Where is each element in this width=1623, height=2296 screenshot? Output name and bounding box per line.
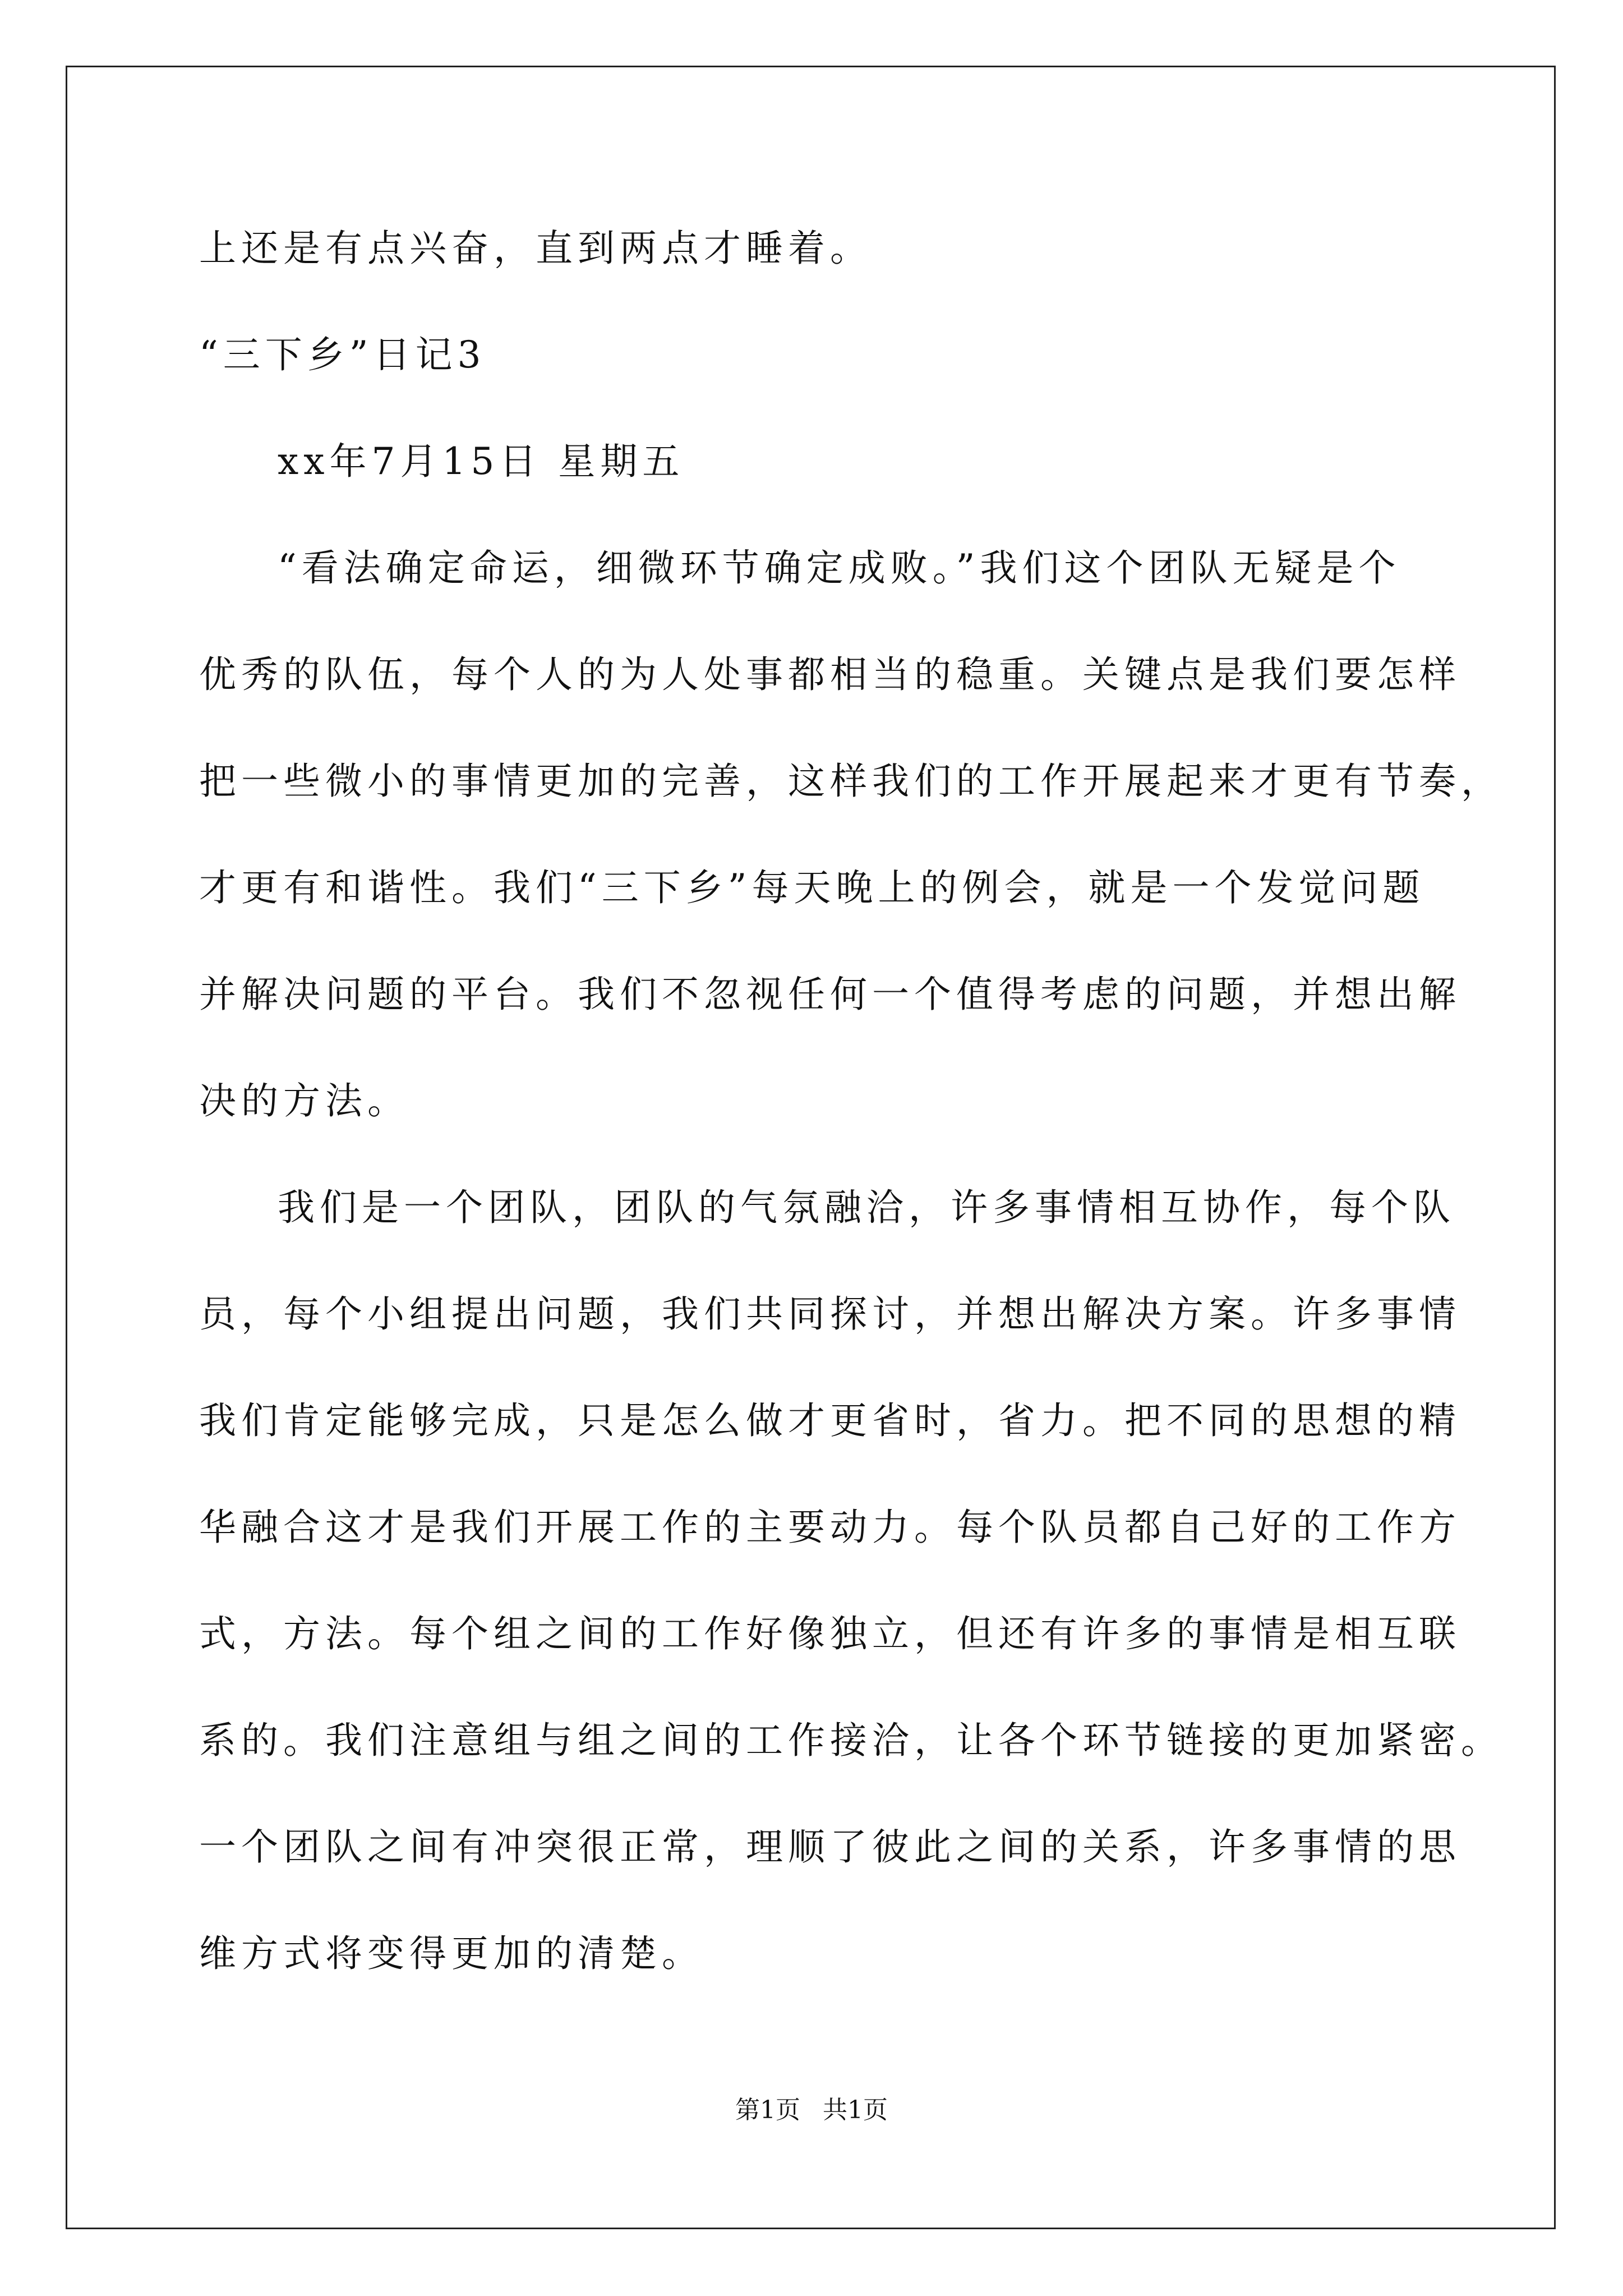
text-line: 员，每个小组提出问题，我们共同探讨，并想出解决方案。许多事情 [199,1292,1461,1336]
text-line: “看法确定命运，细微环节确定成败。”我们这个团队无疑是个 [278,546,1401,590]
text-line: 才更有和谐性。我们“三下乡”每天晚上的例会，就是一个发觉问题 [199,866,1425,909]
text-line: 决的方法。 [199,1079,409,1122]
text-line: 上还是有点兴奋，直到两点才睡着。 [199,227,872,270]
diary-heading: “三下乡”日记3 [199,333,486,376]
text-line: 系的。我们注意组与组之间的工作接洽，让各个环节链接的更加紧密。 [199,1719,1503,1762]
page-border [66,66,1556,2229]
text-line: 优秀的队伍，每个人的为人处事都相当的稳重。关键点是我们要怎样 [199,653,1461,696]
page-total: 共1页 [823,2096,888,2124]
text-line: 一个团队之间有冲突很正常，理顺了彼此之间的关系，许多事情的思 [199,1825,1461,1869]
text-line: 维方式将变得更加的清楚。 [199,1932,704,1975]
text-line: 华融合这才是我们开展工作的主要动力。每个队员都自己好的工作方 [199,1506,1461,1549]
text-line: 把一些微小的事情更加的完善，这样我们的工作开展起来才更有节奏， [199,760,1503,803]
text-line: 并解决问题的平台。我们不忽视任何一个值得考虑的问题，并想出解 [199,973,1461,1016]
page-footer [0,2098,1623,2123]
text-line: 我们是一个团队，团队的气氛融洽，许多事情相互协作，每个队 [278,1186,1455,1229]
text-line: 我们肯定能够完成，只是怎么做才更省时，省力。把不同的思想的精 [199,1399,1461,1442]
page-number: 第1页 [735,2096,800,2124]
text-line: 式，方法。每个组之间的工作好像独立，但还有许多的事情是相互联 [199,1612,1461,1655]
diary-date: xx年7月15日 星期五 [278,440,685,483]
